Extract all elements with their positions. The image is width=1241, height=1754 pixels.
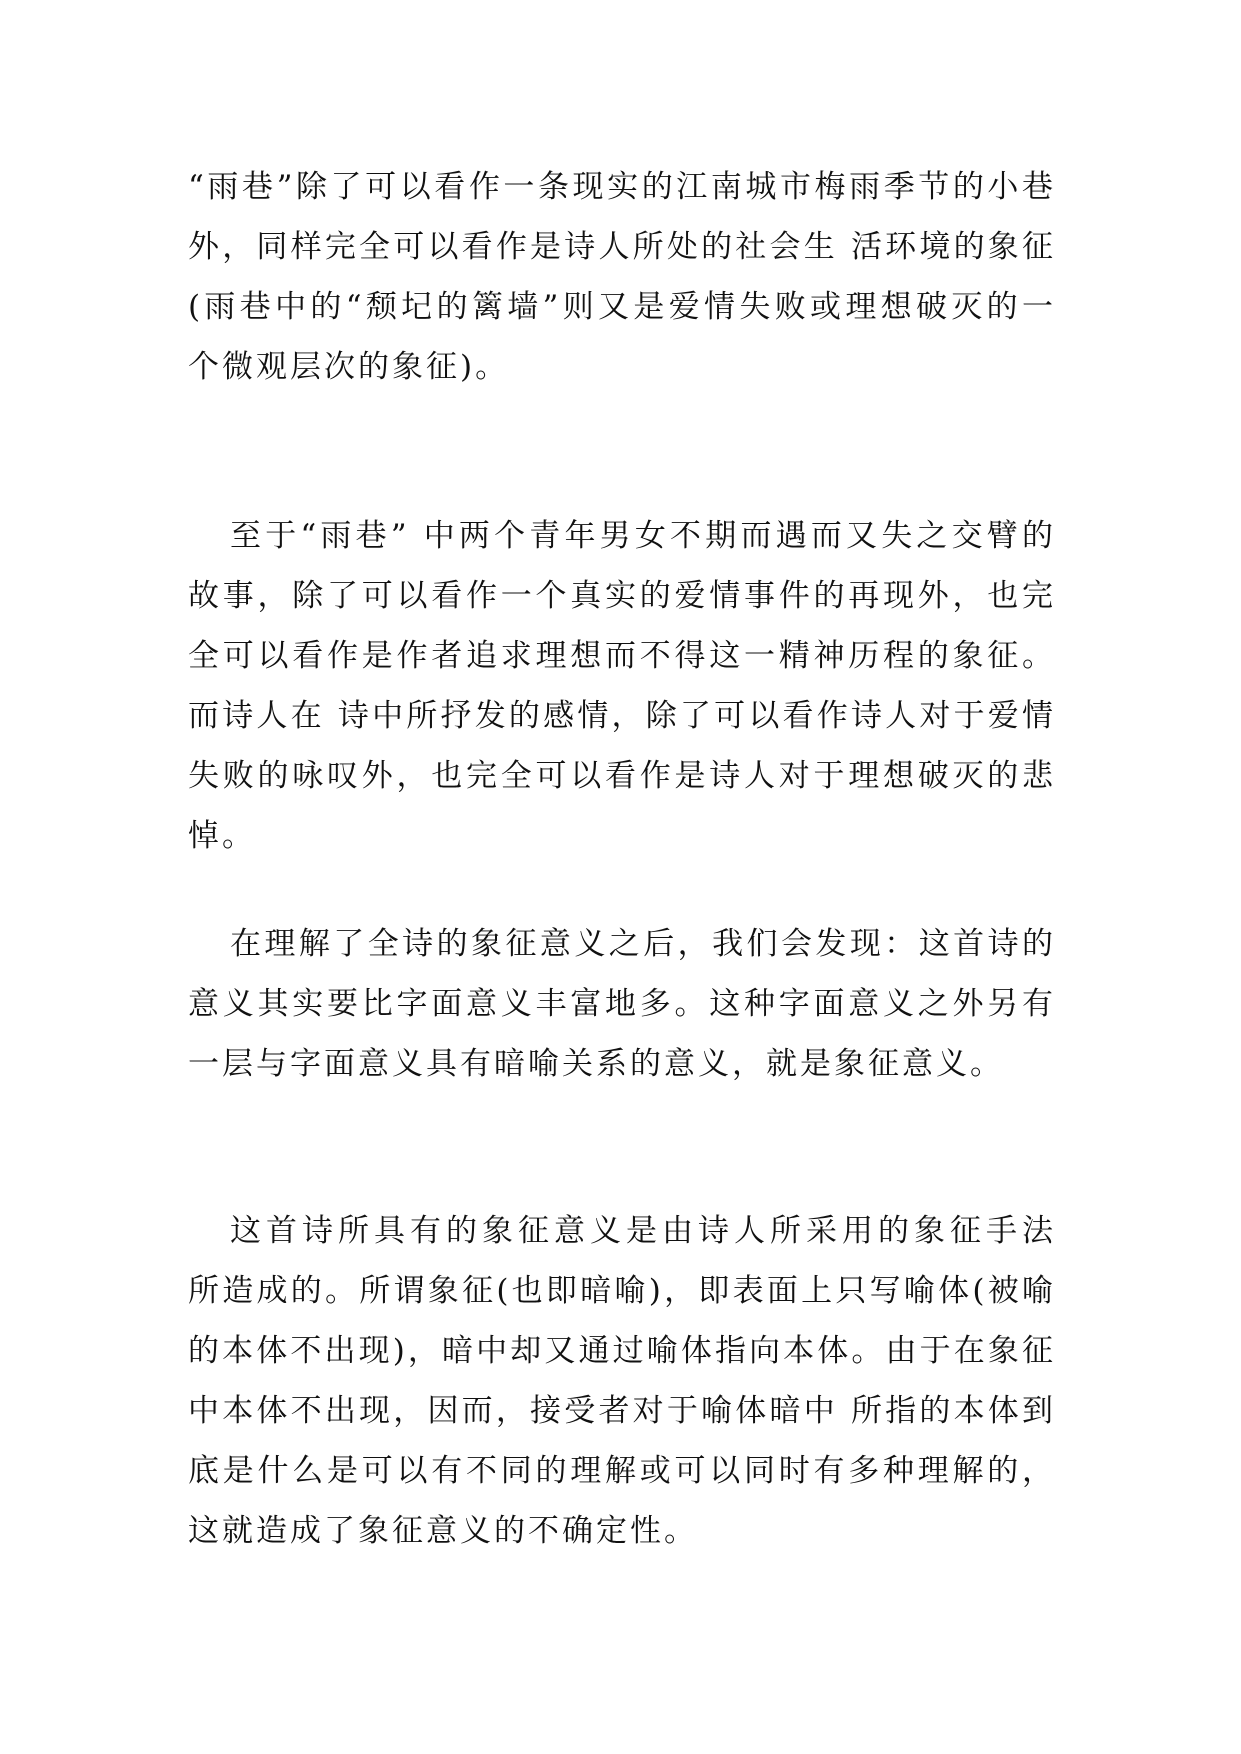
paragraph-4: 这首诗所具有的象征意义是由诗人所采用的象征手法 所造成的。所谓象征(也即暗喻)，即表面上只写喻体(被喻的本体不出现)，暗中却又通过喻体指向本体。由于在象征中本体不出现，因而，接受者对于喻体暗中 所指的本体到底是什么是可以有不同的理解或可以同时有多种理解的，这就造成了象征意义的不确定性。 bbox=[188, 1213, 1056, 1549]
paragraph-2: 至于“雨巷” 中两个青年男女不期而遇而又失之交臂的故事，除了可以看作一个真实的爱情事件的再现外，也完全可以看作是作者追求理想而不得这一精神历程的象征。而诗人在 诗中所抒发的感情，除了可以看作诗人对于爱情失败的咏叹外，也完全可以看作是诗人对于理想破灭的悲悼。 bbox=[188, 518, 1056, 854]
paragraph-3: 在理解了全诗的象征意义之后，我们会发现：这首诗的意义其实要比字面意义丰富地多。这种字面意义之外另有一层与字面意义具有暗喻关系的意义，就是象征意义。 bbox=[188, 926, 1056, 1082]
paragraph-1: “雨巷”除了可以看作一条现实的江南城市梅雨季节的小巷外，同样完全可以看作是诗人所处的社会生 活环境的象征(雨巷中的“颓圮的篱墙”则又是爱情失败或理想破灭的一个微观层次的象征)。 bbox=[188, 169, 1056, 385]
